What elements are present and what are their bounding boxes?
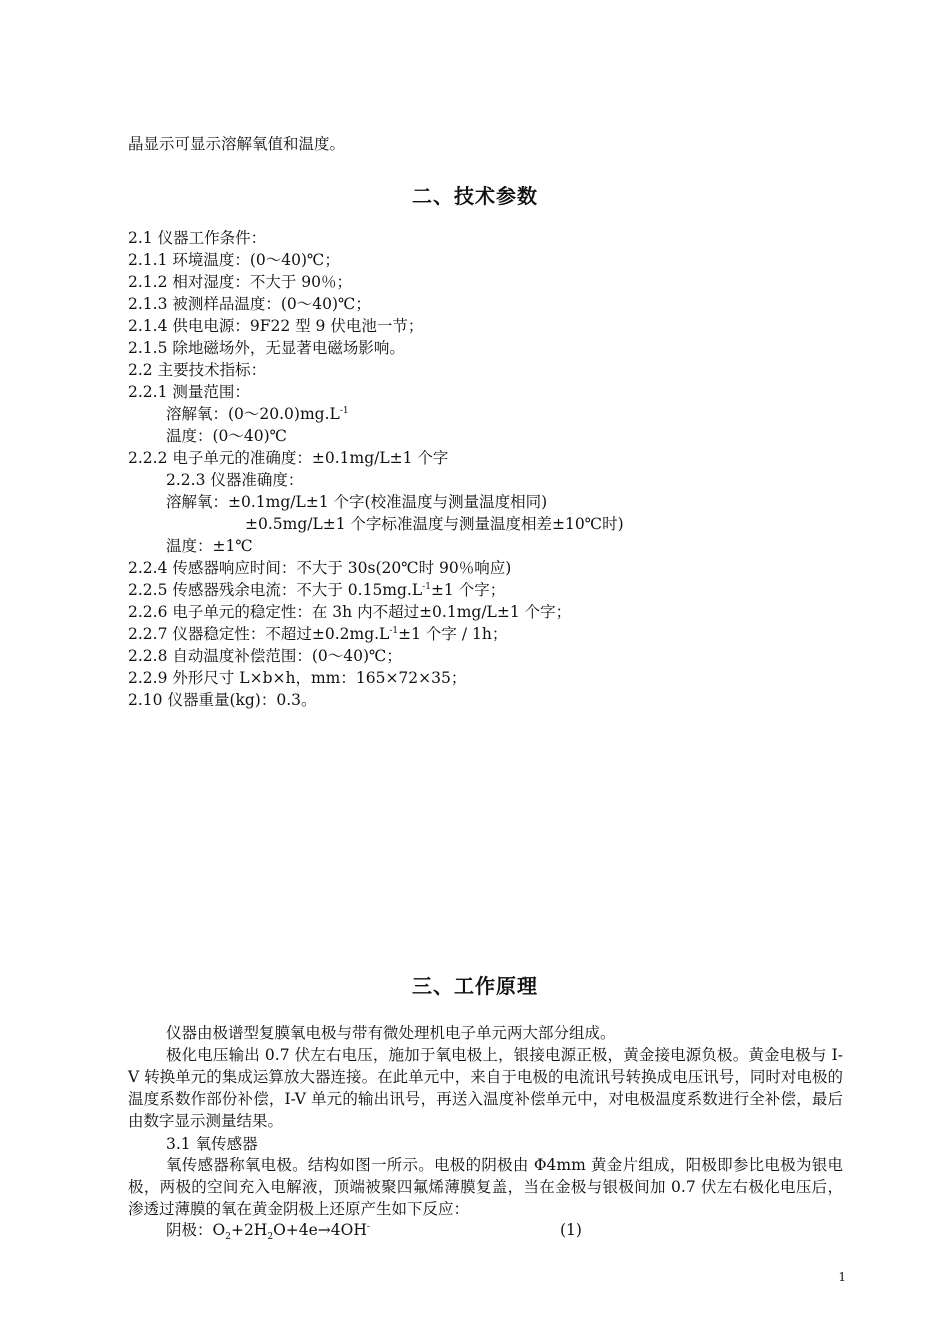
spec-line: 2.2.9 外形尺寸 L×b×h，mm：165×72×35； — [128, 669, 467, 687]
subsection-title: 3.1 氧传感器 — [166, 1135, 258, 1153]
spec-line — [128, 580, 505, 600]
spec-line: 温度：(0～40)℃ — [166, 427, 288, 445]
paragraph: 氧传感器称氧电极。结构如图一所示。电极的阴极由 Φ4mm 黄金片组成，阳极即参比电极为银电极，两极的空间充入电解液，顶端被聚四氟烯薄膜复盖，当在金极与银极间加 0.7 伏左右极化电压后，渗透过薄膜的氧在黄金阴极上还原产生如下反应： — [128, 1156, 843, 1218]
spec-line: 2.2 主要技术指标： — [128, 361, 267, 379]
equation-text: 阴极：O — [166, 1221, 226, 1239]
paragraph: 极化电压输出 0.7 伏左右电压，施加于氧电极上，银接电源正极，黄金接电源负极。黄金电极与 I-V 转换单元的集成运算放大器连接。在此单元中，来自于电极的电流讯号转换成电压讯号，同时对电极的温度系数作部份补偿，I-V 单元的输出讯号，再送入温度补偿单元中，对电极温度系数进行全补偿，最后由数字显示测量结果。 — [128, 1046, 843, 1130]
spec-line: 2.1 仪器工作条件： — [128, 229, 267, 247]
spec-line: 2.2.3 仪器准确度： — [166, 471, 304, 489]
spec-line: 2.2.4 传感器响应时间：不大于 30s(20℃时 90％响应) — [128, 559, 512, 577]
spec-text: 溶解氧：(0～20.0)mg.L — [166, 405, 340, 423]
spec-line: 2.1.4 供电电源：9F22 型 9 伏电池一节； — [128, 317, 424, 335]
spec-line: 溶解氧：±0.1mg/L±1 个字(校准温度与测量温度相同) — [166, 493, 548, 511]
page-number: 1 — [838, 1270, 846, 1284]
spec-line: 2.1.3 被测样品温度：(0～40)℃； — [128, 295, 371, 313]
spec-line: ±0.5mg/L±1 个字标准温度与测量温度相差±10℃时) — [245, 515, 624, 533]
spec-text: ±1 个字 / 1h； — [398, 625, 508, 643]
superscript: -1 — [339, 406, 349, 416]
spec-line: 2.2.2 电子单元的准确度：±0.1mg/L±1 个字 — [128, 449, 449, 467]
spec-line: 温度：±1℃ — [166, 537, 253, 555]
section2-title: 二、技术参数 — [412, 184, 538, 208]
spec-line — [128, 624, 507, 644]
spec-line: 2.10 仪器重量(kg)：0.3。 — [128, 691, 317, 709]
equation-number: (1) — [560, 1221, 582, 1239]
spec-line: 2.2.8 自动温度补偿范围：(0～40)℃； — [128, 647, 402, 665]
superscript: -1 — [422, 582, 431, 592]
spec-text: 2.2.7 仪器稳定性：不超过±0.2mg.L — [128, 625, 390, 643]
spec-line — [166, 404, 349, 424]
spec-text: ±1 个字； — [430, 581, 506, 599]
spec-line: 2.2.6 电子单元的稳定性：在 3h 内不超过±0.1mg/L±1 个字； — [128, 603, 572, 621]
spec-text: 2.2.5 传感器残余电流：不大于 0.15mg.L — [128, 581, 423, 599]
spec-line: 2.2.1 测量范围： — [128, 383, 250, 401]
equation-text: +2H — [230, 1221, 268, 1239]
superscript: -1 — [389, 626, 399, 636]
equation — [166, 1220, 370, 1247]
subscript: 2 — [267, 1232, 274, 1243]
paragraph: 仪器由极谱型复膜氧电极与带有微处理机电子单元两大部分组成。 — [166, 1024, 616, 1042]
spec-line: 2.1.2 相对湿度：不大于 90％； — [128, 273, 353, 291]
equation-text: O+4e→4OH — [273, 1221, 367, 1239]
section3-title: 三、工作原理 — [412, 974, 538, 998]
spec-line: 2.1.5 除地磁场外，无显著电磁场影响。 — [128, 339, 405, 357]
intro-tail: 晶显示可显示溶解氧值和温度。 — [128, 135, 346, 153]
subscript: 2 — [225, 1232, 231, 1243]
spec-line: 2.1.1 环境温度：(0～40)℃； — [128, 251, 340, 269]
superscript: - — [366, 1222, 370, 1232]
